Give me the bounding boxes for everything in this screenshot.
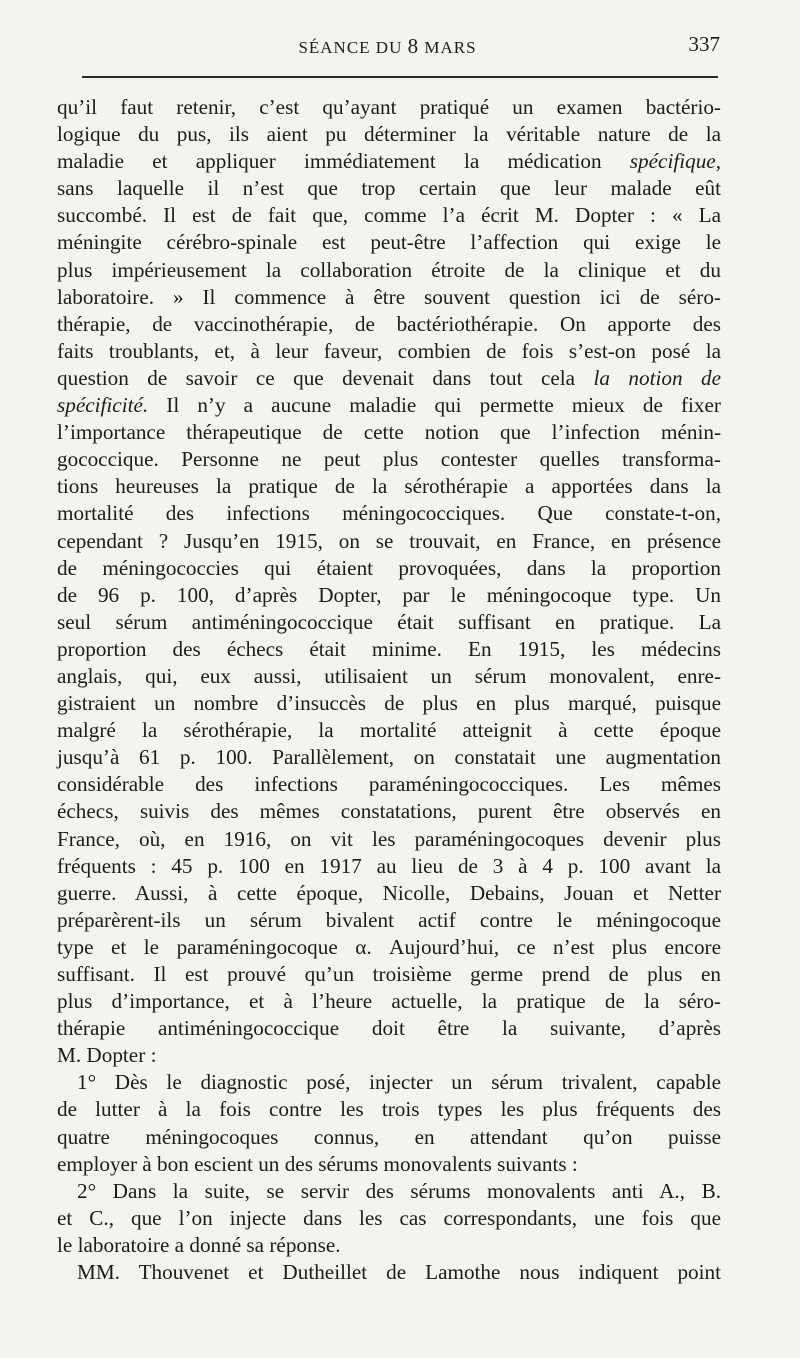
header-date: 8 [407, 34, 420, 58]
text-line: préparèrent-ils un sérum bivalent actif contre le méningocoque [57, 907, 721, 932]
text-line: considérable des infections paraméningococciques. Les mêmes [57, 772, 721, 797]
text-line: de 96 p. 100, d’après Dopter, par le méningocoque type. Un [57, 582, 721, 607]
text-line: qu’il faut retenir, c’est qu’ayant pratiqué un examen bactério- [57, 95, 721, 119]
text-line: question de savoir ce que devenait dans tout cela la notion de [57, 365, 721, 390]
text-line: mortalité des infections méningococciques. Que constate-t-on, [57, 501, 721, 526]
text-line: 2° Dans la suite, se servir des sérums monovalents anti A., B. [77, 1178, 721, 1203]
text-line: cependant ? Jusqu’en 1915, on se trouvait, en France, en présence [57, 528, 721, 553]
text-line: MM. Thouvenet et Dutheillet de Lamothe nous indiquent point [77, 1260, 721, 1285]
body-text [57, 94, 721, 1286]
header-rule [82, 76, 718, 78]
text-line: plus impérieusement la collaboration étroite de la clinique et du [57, 257, 721, 282]
text-line: succombé. Il est de fait que, comme l’a écrit M. Dopter : « La [57, 203, 721, 228]
text-line: le laboratoire a donné sa réponse. [57, 1232, 341, 1257]
text-line: faits troublants, et, à leur faveur, combien de fois s’est-on posé la [57, 338, 721, 363]
text-line: suffisant. Il est prouvé qu’un troisième germe prend de plus en [57, 962, 721, 986]
header-title: SÉANCE DU 8 MARS [298, 34, 477, 58]
text-line: quatre méningocoques connus, en attendant qu’on puisse [57, 1124, 721, 1149]
text-line: thérapie, de vaccinothérapie, de bactériothérapie. On apporte des [57, 311, 721, 336]
text-line: fréquents : 45 p. 100 en 1917 au lieu de 3 à 4 p. 100 avant la [57, 853, 721, 878]
text-line: de méningococcies qui étaient provoquées, dans la proportion [57, 555, 721, 580]
text-line: thérapie antiméningococcique doit être la suivante, d’après [57, 1016, 721, 1041]
text-line: M. Dopter : [57, 1043, 157, 1068]
text-line: sans laquelle il n’est que trop certain que leur malade eût [57, 176, 721, 201]
text-line: maladie et appliquer immédiatement la médication spécifique, [57, 149, 721, 174]
text-line: malgré la sérothérapie, la mortalité atteignit à cette époque [57, 718, 721, 743]
text-line: échecs, suivis des mêmes constatations, purent être observés en [57, 799, 721, 824]
text-line: jusqu’à 61 p. 100. Parallèlement, on constatait une augmentation [57, 745, 721, 770]
text-line: spécificité. Il n’y a aucune maladie qui permette mieux de fixer [57, 393, 721, 418]
text-line: plus d’importance, et à l’heure actuelle, la pratique de la séro- [57, 989, 721, 1014]
text-line: et C., que l’on injecte dans les cas correspondants, une fois que [57, 1205, 721, 1230]
text-line: l’importance thérapeutique de cette notion que l’infection ménin- [57, 420, 721, 445]
running-header [55, 30, 720, 64]
page-number: 337 [688, 32, 720, 56]
text-line: de lutter à la fois contre les trois types les plus fréquents des [57, 1097, 721, 1122]
text-line: type et le paraméningocoque α. Aujourd’hui, ce n’est plus encore [57, 934, 721, 959]
text-line: employer à bon escient un des sérums monovalents suivants : [57, 1151, 578, 1176]
text-line: laboratoire. » Il commence à être souvent question ici de séro- [57, 284, 721, 309]
text-line: méningite cérébro-spinale est peut-être l’affection qui exige le [57, 230, 721, 255]
text-line: anglais, qui, eux aussi, utilisaient un sérum monovalent, enre- [57, 663, 721, 688]
text-line: proportion des échecs était minime. En 1915, les médecins [57, 636, 721, 661]
italic-term: spécifique, [629, 149, 721, 174]
text-line: tions heureuses la pratique de la sérothérapie a apportées dans la [57, 474, 721, 499]
text-line: logique du pus, ils aient pu déterminer la véritable nature de la [57, 122, 721, 147]
text-line: gococcique. Personne ne peut plus contester quelles transforma- [57, 447, 721, 472]
text-line: seul sérum antiméningococcique était suffisant en pratique. La [57, 609, 721, 634]
text-line: gistraient un nombre d’insuccès de plus en plus marqué, puisque [57, 691, 721, 716]
text-line: 1° Dès le diagnostic posé, injecter un sérum trivalent, capable [77, 1070, 721, 1095]
text-line: guerre. Aussi, à cette époque, Nicolle, Debains, Jouan et Netter [57, 880, 721, 905]
italic-term: la notion de [593, 365, 721, 390]
text-line: France, où, en 1916, on vit les paraméningocoques devenir plus [57, 826, 721, 851]
italic-term: spécificité. [57, 393, 149, 418]
